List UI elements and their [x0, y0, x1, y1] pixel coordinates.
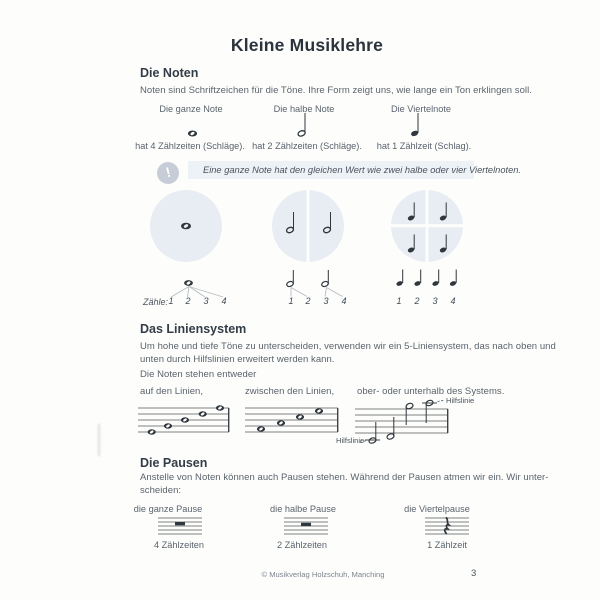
note-caption-ganze: hat 4 Zählzeiten (Schläge). — [135, 141, 245, 151]
note-col-label-halbe: Die halbe Note — [273, 104, 335, 114]
count-number: 3 — [432, 296, 438, 306]
hilfslinie-label-top: Hilfslinie — [446, 396, 475, 405]
pause-label-viertel: die Viertelpause — [404, 504, 470, 514]
staff-notes-between-lines — [245, 406, 339, 434]
whole-note-circle-diagram — [150, 190, 222, 262]
page-edge-shadow — [98, 424, 100, 456]
staff-notes-on-lines — [138, 406, 230, 434]
pause-label-ganze: die ganze Pause — [133, 504, 203, 514]
pause-caption-halbe: 2 Zählzeiten — [276, 540, 328, 550]
half-rest-staff — [283, 517, 329, 537]
liniensystem-intro-line1: Um hohe und tiefe Töne zu unterscheiden, verwenden wir ein 5-Liniensystem, das nach oben und — [140, 341, 556, 352]
pausen-intro-line2: scheiden: — [140, 485, 182, 496]
count-figure-half — [279, 268, 349, 298]
note-caption-halbe: hat 2 Zählzeiten (Schläge). — [252, 141, 362, 151]
count-number: 4 — [221, 296, 227, 306]
imprint: © Musikverlag Holzschuh, Manching — [261, 570, 385, 579]
quarter-note-icon — [408, 112, 422, 138]
pause-caption-viertel: 1 Zählzeit — [427, 540, 467, 550]
pause-caption-ganze: 4 Zählzeiten — [153, 540, 205, 550]
page-number: 3 — [471, 568, 477, 579]
note-col-label-viertel: Die Viertelnote — [390, 104, 452, 114]
count-number: 2 — [414, 296, 420, 306]
noten-intro: Noten sind Schriftzeichen für die Töne. Ihre Form zeigt uns, wie lange ein Ton erklingen soll. — [140, 85, 532, 96]
count-number: 1 — [396, 296, 402, 306]
whole-rest-staff — [157, 517, 203, 537]
section-heading-noten: Die Noten — [140, 66, 199, 80]
count-number: 1 — [168, 296, 174, 306]
note-caption-viertel: hat 1 Zählzeit (Schlag). — [376, 141, 472, 151]
count-number: 4 — [450, 296, 456, 306]
liniensystem-lead: Die Noten stehen entweder — [140, 369, 257, 380]
pause-label-halbe: die halbe Pause — [270, 504, 336, 514]
variant-label-zwischen: zwischen den Linien, — [245, 386, 335, 397]
note-col-label-ganze: Die ganze Note — [159, 104, 223, 114]
hint-text: Eine ganze Note hat den gleichen Wert wie zwei halbe oder vier Viertelnoten. — [203, 165, 522, 175]
half-note-icon — [295, 112, 309, 138]
section-heading-pausen: Die Pausen — [140, 456, 208, 470]
hint-strip — [188, 161, 522, 179]
quarter-rest-staff — [424, 517, 470, 537]
staff-ledger-lines — [353, 392, 461, 450]
whole-note-icon — [186, 129, 199, 138]
variant-label-auf: auf den Linien, — [140, 386, 204, 397]
count-number: 3 — [323, 296, 329, 306]
count-number: 1 — [288, 296, 294, 306]
half-note-circle-diagram — [272, 190, 344, 262]
count-number: 2 — [185, 296, 191, 306]
count-figure-quarter — [392, 267, 460, 289]
count-number: 2 — [305, 296, 311, 306]
count-number: 4 — [341, 296, 347, 306]
hint-icon: ! — [157, 162, 179, 184]
count-number: 3 — [203, 296, 209, 306]
liniensystem-intro-line2: unten durch Hilfslinien erweitert werden kann. — [140, 354, 335, 365]
quarter-note-circle-diagram — [391, 190, 463, 262]
zaehle-label: Zähle: — [143, 297, 169, 307]
section-heading-liniensystem: Das Liniensystem — [140, 322, 247, 336]
pausen-intro-line1: Anstelle von Noten können auch Pausen stehen. Während der Pausen atmen wir ein. Wir unter- — [140, 472, 549, 483]
variant-label-ober: ober- oder unterhalb des Systems. — [357, 386, 505, 397]
hilfslinie-label-bottom: Hilfslinie — [336, 436, 365, 445]
page-title: Kleine Musiklehre — [230, 35, 384, 55]
